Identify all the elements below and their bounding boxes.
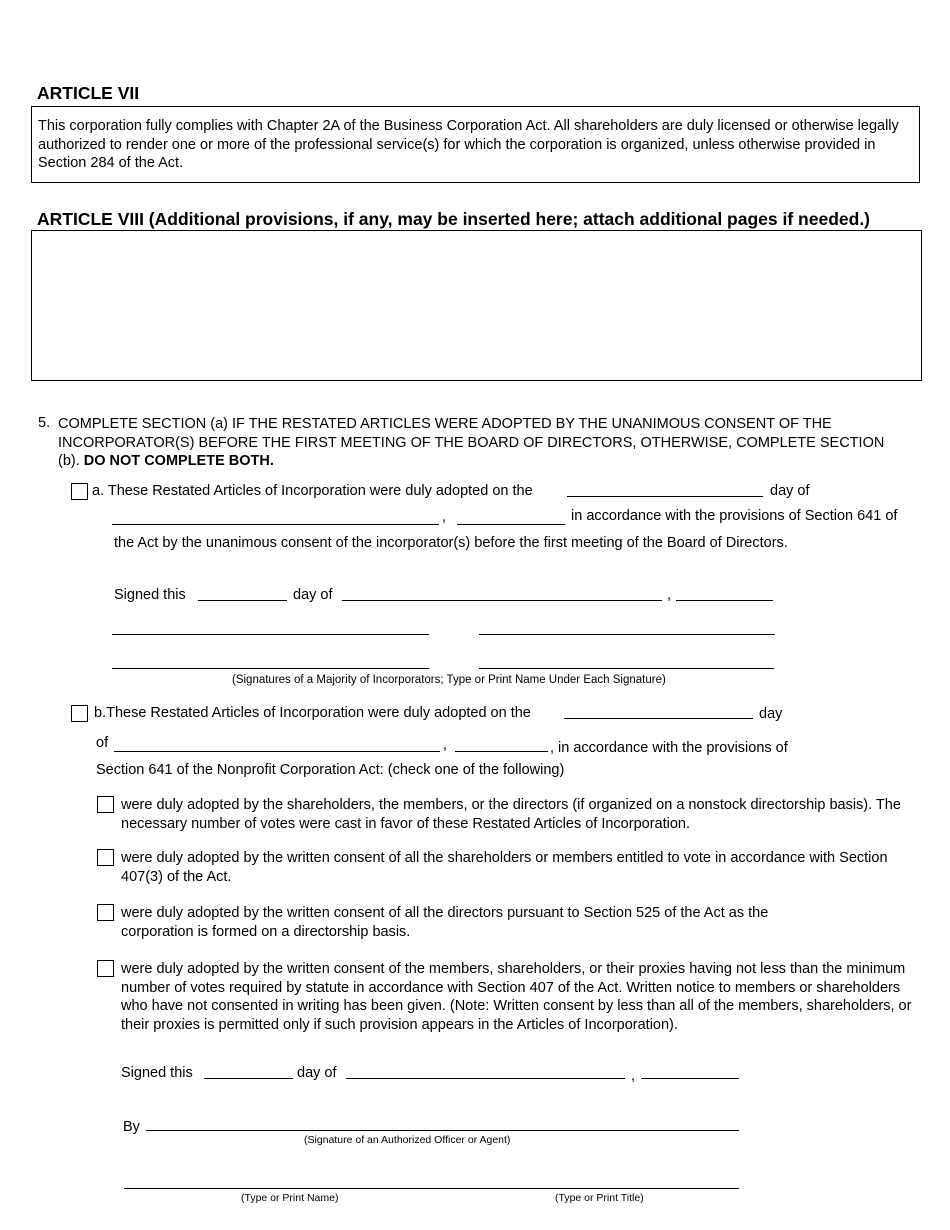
section-b-signed-month-field[interactable] (346, 1078, 625, 1079)
section-b-adopted-month-field[interactable] (114, 751, 440, 752)
do-not-complete-both: DO NOT COMPLETE BOTH. (83, 453, 274, 469)
section-b-adopted-year-field[interactable] (455, 751, 548, 752)
section-a-line2-text: in accordance with the provisions of Section 641 of (571, 508, 898, 524)
section-5-instructions: COMPLETE SECTION (a) IF THE RESTATED ARTICLES WERE ADOPTED BY THE UNANIMOUS CONSENT OF THE INCORPORATOR(S) BEFORE THE FIRST MEETING OF THE BOARD OF DIRECTORS, OTHERWISE, COMPLETE SECTION (b). DO NOT COMPLETE BOTH. (58, 416, 885, 469)
section-a-comma2: , (667, 587, 672, 603)
incorporator-signature-2[interactable] (479, 634, 775, 635)
incorporators-signatures-caption: (Signatures of a Majority of Incorporators; Type or Print Name Under Each Signature) (232, 674, 666, 686)
authorized-officer-caption: (Signature of an Authorized Officer or Agent) (304, 1134, 511, 1146)
section-b-checkbox[interactable] (71, 705, 88, 722)
section-a-signed-year-field[interactable] (676, 600, 773, 601)
section-b-adopted-day-field[interactable] (564, 718, 753, 719)
section-b-day-text: day (759, 706, 783, 722)
section-a-checkbox[interactable] (71, 483, 88, 500)
section-b-line3-text: Section 641 of the Nonprofit Corporation Act: (check one of the following) (96, 762, 565, 778)
option-4-text: were duly adopted by the written consent of the members, shareholders, or their proxies having not less than the minimum number of votes required by statute in accordance with Section 407 of the Act. Written notice to members or shareholders who have not consented in writing has been given. (Note: Written consent by less than all of the members, shareholders, or their proxies is permitted only if such provision appears in the Articles of Incorporation). (121, 961, 912, 1033)
section-a-signed-day-field[interactable] (198, 600, 287, 601)
incorporator-signature-1[interactable] (112, 634, 429, 635)
option-4-checkbox[interactable] (97, 960, 114, 977)
section-b-signed-year-field[interactable] (641, 1078, 739, 1079)
section-b-comma: , (443, 737, 448, 753)
section-a-adopted-day-field[interactable] (567, 496, 763, 497)
section-b-line1-text: b.These Restated Articles of Incorporation were duly adopted on the (94, 705, 531, 721)
option-1-checkbox[interactable] (97, 796, 114, 813)
section-b-day-of: day of (297, 1065, 337, 1081)
section-5-number: 5. (38, 415, 51, 431)
article-viii-provisions-field[interactable] (31, 230, 922, 381)
section-b-comma2: , (631, 1068, 636, 1084)
section-b-signed-this: Signed this (121, 1065, 193, 1081)
authorized-officer-signature-field[interactable] (146, 1130, 739, 1131)
incorporator-signature-3[interactable] (112, 668, 429, 669)
option-2-text: were duly adopted by the written consent of all the shareholders or members entitled to vote in accordance with Section 407(3) of the Act. (121, 850, 888, 885)
section-a-signed-this: Signed this (114, 587, 186, 603)
section-a-day-of-text: day of (770, 483, 810, 499)
section-a-signed-month-field[interactable] (342, 600, 662, 601)
section-b-of-text: of (96, 735, 109, 751)
section-a-adopted-year-field[interactable] (457, 524, 565, 525)
article-viii-heading: ARTICLE VIII (Additional provisions, if any, may be inserted here; attach additional pages if needed.) (37, 209, 871, 229)
article-vii-text: This corporation fully complies with Chapter 2A of the Business Corporation Act. All shareholders are duly licensed or otherwise legally authorized to render one or more of the professional service(s) for which the corporation is organized, unless otherwise provided in Section 284 of the Act. (38, 118, 899, 171)
option-2-checkbox[interactable] (97, 849, 114, 866)
by-label: By (123, 1119, 140, 1135)
section-b-signed-day-field[interactable] (204, 1078, 293, 1079)
section-b-line2-text: , in accordance with the provisions of (550, 740, 788, 756)
name-title-field[interactable] (124, 1188, 739, 1189)
article-vii-heading: ARTICLE VII (37, 83, 140, 103)
print-title-caption: (Type or Print Title) (555, 1192, 644, 1204)
incorporator-signature-4[interactable] (479, 668, 774, 669)
article-vii-box (31, 106, 920, 183)
section-a-adopted-month-field[interactable] (112, 524, 439, 525)
option-3-checkbox[interactable] (97, 904, 114, 921)
option-1-text: were duly adopted by the shareholders, the members, or the directors (if organized on a nonstock directorship basis). The necessary number of votes were cast in favor of these Restated Articles of Incorporation. (121, 797, 901, 832)
section-a-line1-text: a. These Restated Articles of Incorporation were duly adopted on the (92, 483, 533, 499)
section-a-comma: , (442, 509, 447, 525)
option-3-text: were duly adopted by the written consent of all the directors pursuant to Section 525 of the Act as the corporation is formed on a directorship basis. (121, 905, 769, 940)
print-name-caption: (Type or Print Name) (241, 1192, 339, 1204)
section-a-day-of: day of (293, 587, 333, 603)
section-a-line3-text: the Act by the unanimous consent of the incorporator(s) before the first meeting of the Board of Directors. (114, 535, 788, 551)
